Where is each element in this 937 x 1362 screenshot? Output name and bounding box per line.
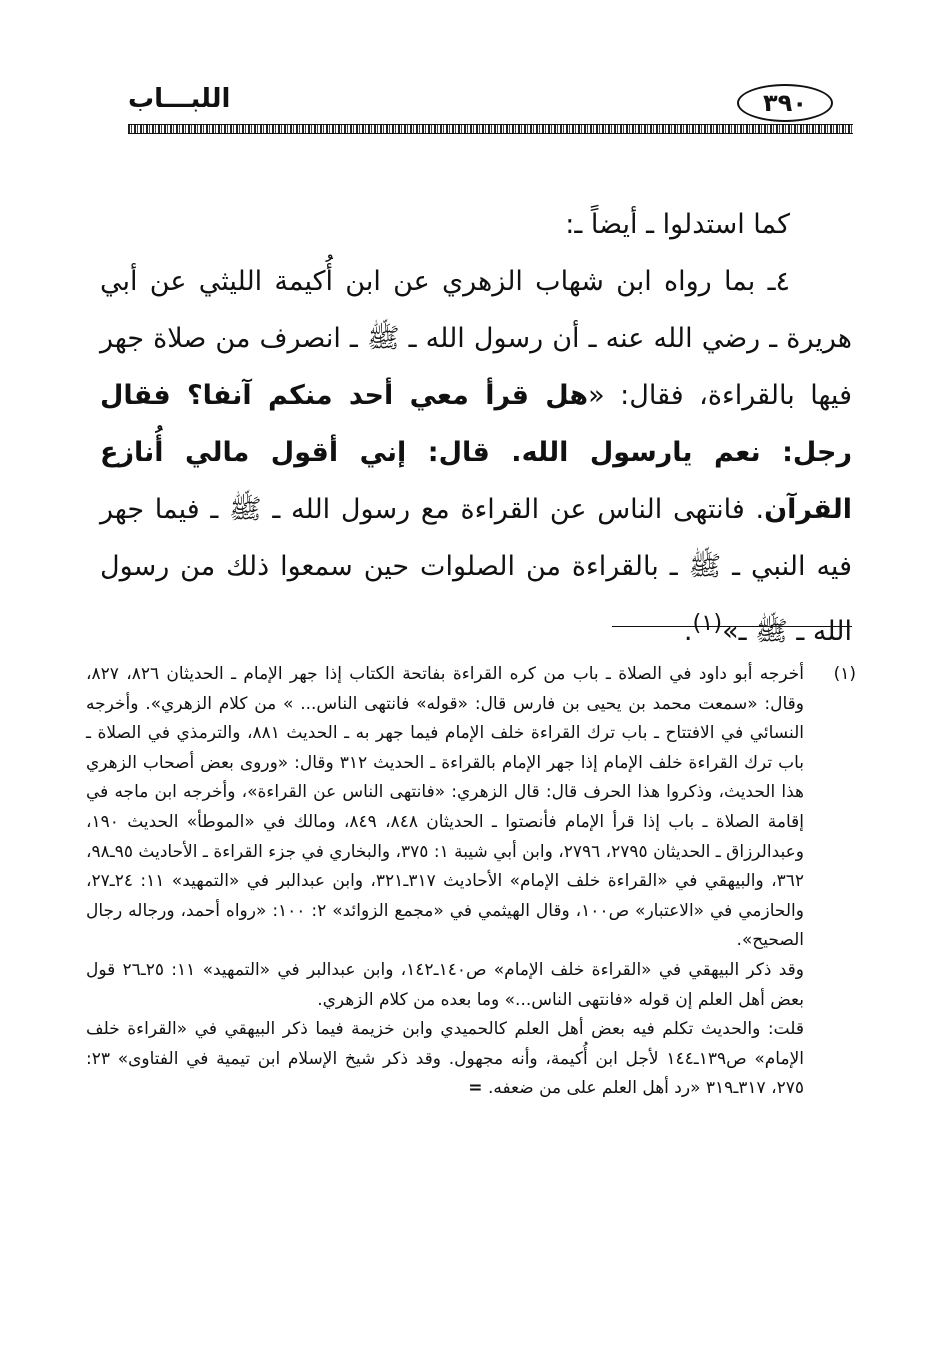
footnote-number: (١) [833, 664, 856, 684]
footnote-text: قلت: والحديث تكلم فيه بعض أهل العلم كالحميدي وابن خزيمة فيما ذكر البيهقي في «القراءة خلف الإمام» ص١٣٩ـ١٤٤ لأجل ابن أُكيمة، وأنه مجهول. وقد ذكر شيخ الإسلام ابن تيمية في الفتاوى» ٢٣: ٢٧٥، ٣١٧ـ٣١٩ «رد أهل العلم على من ضعفه. [86, 1019, 804, 1099]
footnote-separator [612, 626, 852, 627]
footnote-body [86, 660, 804, 1104]
intro-line: كما استدلوا ـ أيضاً ـ: [565, 209, 790, 240]
page-header [128, 78, 853, 138]
paragraph-text-1: ٤ـ بما رواه ابن شهاب الزهري عن ابن أُكيمة الليثي عن أبي هريرة ـ رضي الله عنه ـ أن رسول الله ـ ﷺ ـ انصرف من صلاة جهر فيها بالقراءة، فقال: « [100, 266, 852, 411]
footnote-paragraph: وقد ذكر البيهقي في «القراءة خلف الإمام» ص١٤٠ـ١٤٢، وابن عبدالبر في «التمهيد» ١١: ٢٥ـ٢٦ قول بعض أهل العلم إن قوله «فانتهى الناس...» وما بعده من كلام الزهري. [86, 959, 804, 1010]
book-title: اللبـــاب [128, 84, 231, 114]
footnotes [86, 660, 856, 1104]
hadith-paragraph [100, 253, 852, 660]
main-text [100, 196, 852, 660]
footnote-reference[interactable]: (١) [692, 610, 723, 636]
hadith-bold-text: هل قرأ معي أحد منكم آنفا؟ فقال رجل: نعم يارسول الله. قال: إني أقول مالي أُنازع القرآن [100, 380, 852, 525]
footnote-paragraph: أخرجه أبو داود في الصلاة ـ باب من كره القراءة بفاتحة الكتاب إذا جهر الإمام ـ الحديثان ٨٢٦، ٨٢٧، وقال: «سمعت محمد بن يحيى بن فارس قال: «قوله» فانتهى الناس... » من كلام الزهري». وأخرجه النسائي في الافتتاح ـ باب ترك القراءة خلف الإمام فيما جهر به ـ الحديث ٨٨١، والترمذي في الصلاة ـ باب ترك القراءة خلف الإمام إذا جهر الإمام بالقراءة ـ الحديث ٣١٢ وقال: «وروى بعض أصحاب الزهري هذا الحديث، وذكروا هذا الحرف قال: قال الزهري: «فانتهى الناس عن القراءة»، وأخرجه ابن ماجه في إقامة الصلاة ـ باب إذا قرأ الإمام فأنصتوا ـ الحديثان ٨٤٨، ٨٤٩، ومالك في «الموطأ» الحديث ١٩٠، وعبدالرزاق ـ الحديثان ٢٧٩٥، ٢٧٩٦، وابن أبي شيبة ١: ٣٧٥، والبخاري في جزء القراءة ـ الأحاديث ٩٥ـ٩٨، ٣٦٢، والبيهقي في «القراءة خلف الإمام» الأحاديث ٣١٧ـ٣٢١، وابن عبدالبر في «التمهيد» ١١: ٢٤ـ٢٧، والحازمي في «الاعتبار» ص١٠٠، وقال الهيثمي في «مجمع الزوائد» ٢: ١٠٠: «رواه أحمد، ورجاله رجال الصحيح». [86, 664, 805, 951]
continuation-mark: = [468, 1078, 483, 1099]
footnote-paragraph [86, 1015, 804, 1104]
paragraph-text-2: . فانتهى الناس عن القراءة مع رسول الله ـ ﷺ ـ فيما جهر فيه النبي ـ ﷺ ـ بالقراءة من الصلوات حين سمعوا ذلك من رسول الله ـ ﷺ ـ» [100, 494, 852, 647]
header-rule [128, 124, 853, 134]
page-number: ٣٩٠ [737, 84, 833, 122]
paragraph-end: . [683, 616, 693, 647]
